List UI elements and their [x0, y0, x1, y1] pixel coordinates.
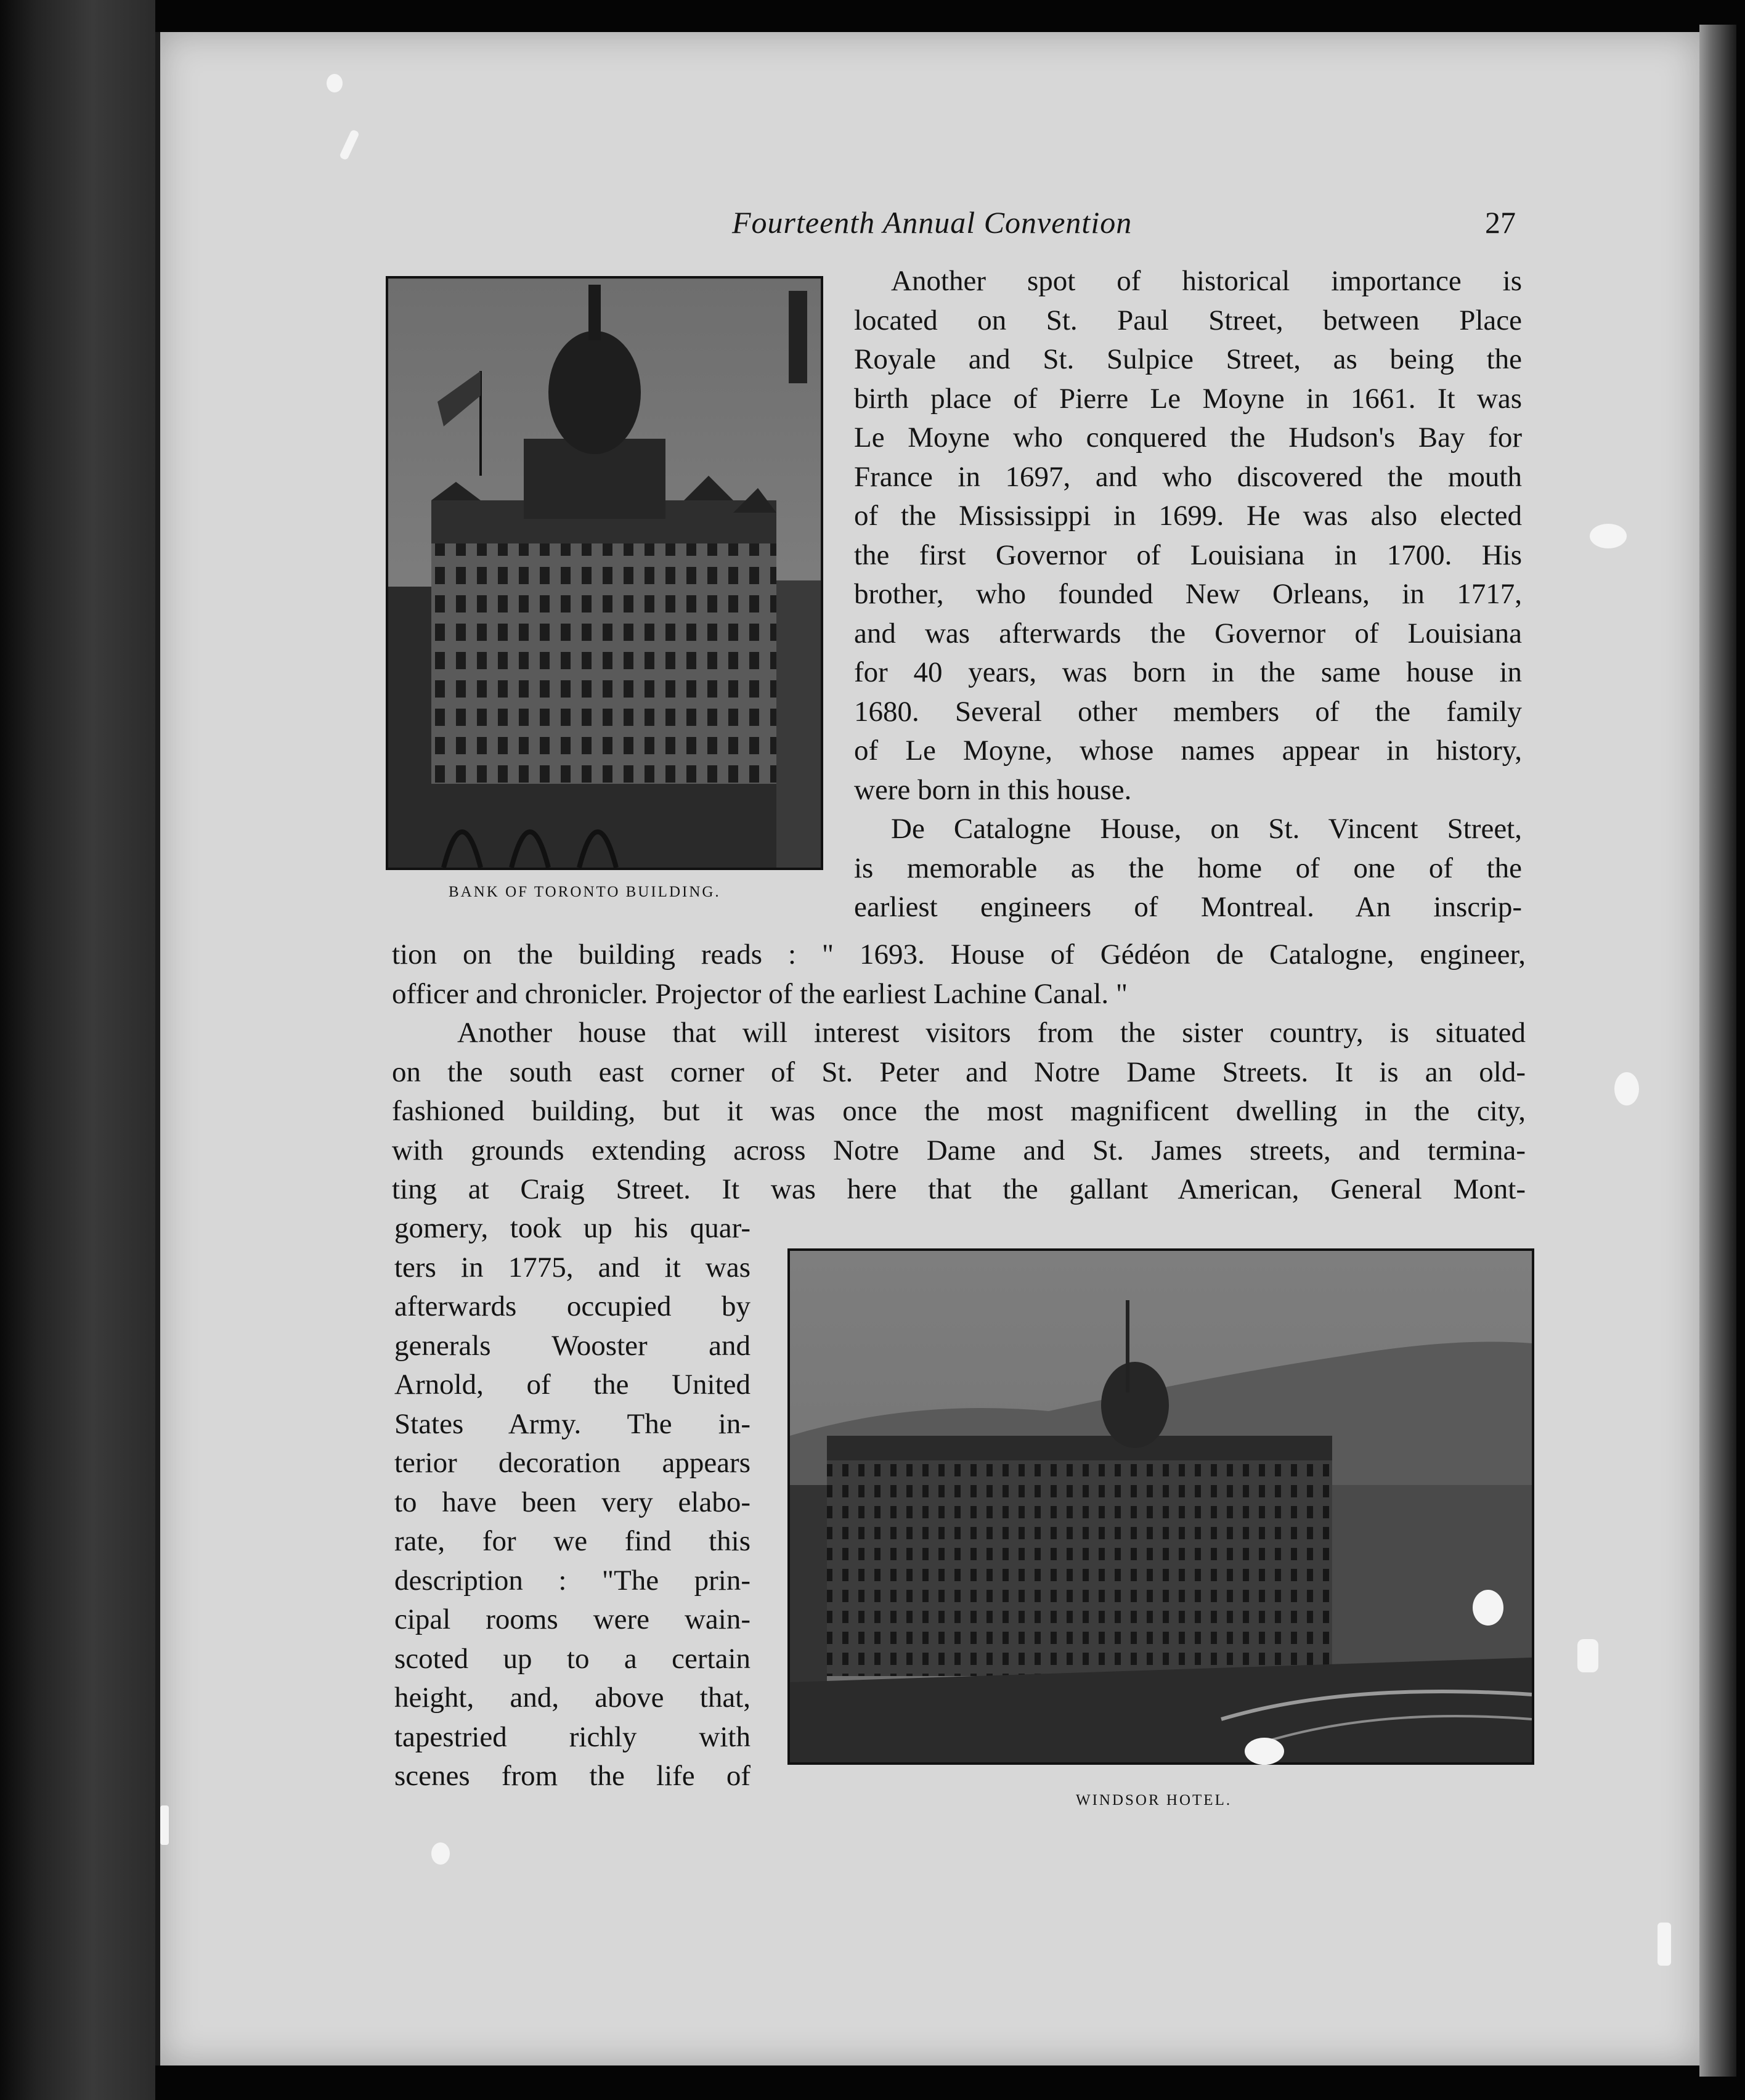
text-line: and was afterwards the Governor of Louisiana	[854, 617, 1522, 649]
text-line: terior decoration appears	[394, 1447, 750, 1479]
scan-speck	[1658, 1923, 1671, 1966]
scan-speck	[1245, 1738, 1284, 1765]
text-line: earliest engineers of Montreal. An inscrip-	[854, 891, 1522, 923]
text-line: ters in 1775, and it was	[394, 1251, 750, 1284]
page-right-edge	[1699, 25, 1736, 2077]
text-line: cipal rooms were wain-	[394, 1603, 750, 1635]
bank-of-toronto-photo	[386, 276, 823, 870]
text-line: gomery, took up his quar-	[394, 1212, 750, 1244]
paragraph-montgomery	[394, 1209, 750, 1796]
windsor-caption: WINDSOR HOTEL.	[1076, 1792, 1232, 1809]
scan-speck	[1590, 524, 1627, 548]
text-line: located on St. Paul Street, between Place	[854, 304, 1522, 336]
page-number: 27	[1485, 205, 1516, 240]
text-line: Another house that will interest visitors from the sister country, is situated	[457, 1017, 1526, 1049]
paragraph-le-moyne	[854, 262, 1522, 810]
running-title: Fourteenth Annual Convention	[732, 205, 1133, 240]
paragraph-de-catalogne	[854, 810, 1522, 927]
text-line: Arnold, of the United	[394, 1369, 750, 1401]
text-line: France in 1697, and who discovered the mouth	[854, 460, 1522, 493]
text-line: the first Governor of Louisiana in 1700. His	[854, 539, 1522, 571]
text-line: afterwards occupied by	[394, 1290, 750, 1322]
text-line: rate, for we find this	[394, 1525, 750, 1557]
text-line: to have been very elabo-	[394, 1486, 750, 1518]
text-line: scenes from the life of	[394, 1760, 750, 1792]
text-line: Le Moyne who conquered the Hudson's Bay for	[854, 421, 1522, 454]
text-line: of Le Moyne, whose names appear in history,	[854, 735, 1522, 767]
text-line: De Catalogne House, on St. Vincent Street,	[891, 813, 1522, 845]
windsor-hotel-photo	[787, 1248, 1534, 1765]
scan-speck	[1614, 1072, 1639, 1105]
text-line: officer and chronicler. Projector of the earliest Lachine Canal. "	[392, 977, 1128, 1010]
text-line: description : "The prin-	[394, 1564, 750, 1597]
hotel-illustration	[790, 1251, 1532, 1762]
scan-speck	[431, 1842, 450, 1865]
text-line: 1680. Several other members of the family	[854, 695, 1522, 728]
text-line: tion on the building reads : " 1693. House of Gédéon de Catalogne, engineer,	[392, 938, 1526, 971]
text-line: tapestried richly with	[394, 1720, 750, 1753]
text-line: generals Wooster and	[394, 1329, 750, 1362]
scan-speck	[1473, 1590, 1503, 1626]
text-line: for 40 years, was born in the same house in	[854, 656, 1522, 688]
text-line: is memorable as the home of one of the	[854, 852, 1522, 884]
text-line: fashioned building, but it was once the most magnificent dwelling in the city,	[392, 1095, 1526, 1127]
text-line: States Army. The in-	[394, 1407, 750, 1440]
text-line: height, and, above that,	[394, 1682, 750, 1714]
text-line: Royale and St. Sulpice Street, as being the	[854, 343, 1522, 375]
scan-speck	[327, 74, 343, 92]
scan-speck	[160, 1805, 169, 1845]
bank-caption: BANK OF TORONTO BUILDING.	[449, 884, 721, 900]
paragraph-wide-block	[392, 935, 1526, 1210]
text-line: of the Mississippi in 1699. He was also elected	[854, 500, 1522, 532]
text-line: brother, who founded New Orleans, in 1717,	[854, 578, 1522, 610]
text-line: ting at Craig Street. It was here that the gallant American, General Mont-	[392, 1173, 1526, 1205]
text-line: with grounds extending across Notre Dame and St. James streets, and termina-	[392, 1134, 1526, 1166]
text-line: Another spot of historical importance is	[891, 265, 1522, 297]
text-line: scoted up to a certain	[394, 1642, 750, 1675]
binding-edge	[155, 32, 160, 2065]
scan-left-margin	[0, 0, 155, 2100]
scan-speck	[1577, 1639, 1598, 1672]
text-line: birth place of Pierre Le Moyne in 1661. It was	[854, 382, 1522, 415]
building-illustration	[388, 279, 821, 868]
text-line: on the south east corner of St. Peter and Notre Dame Streets. It is an old-	[392, 1056, 1526, 1088]
text-line: were born in this house.	[854, 773, 1132, 806]
